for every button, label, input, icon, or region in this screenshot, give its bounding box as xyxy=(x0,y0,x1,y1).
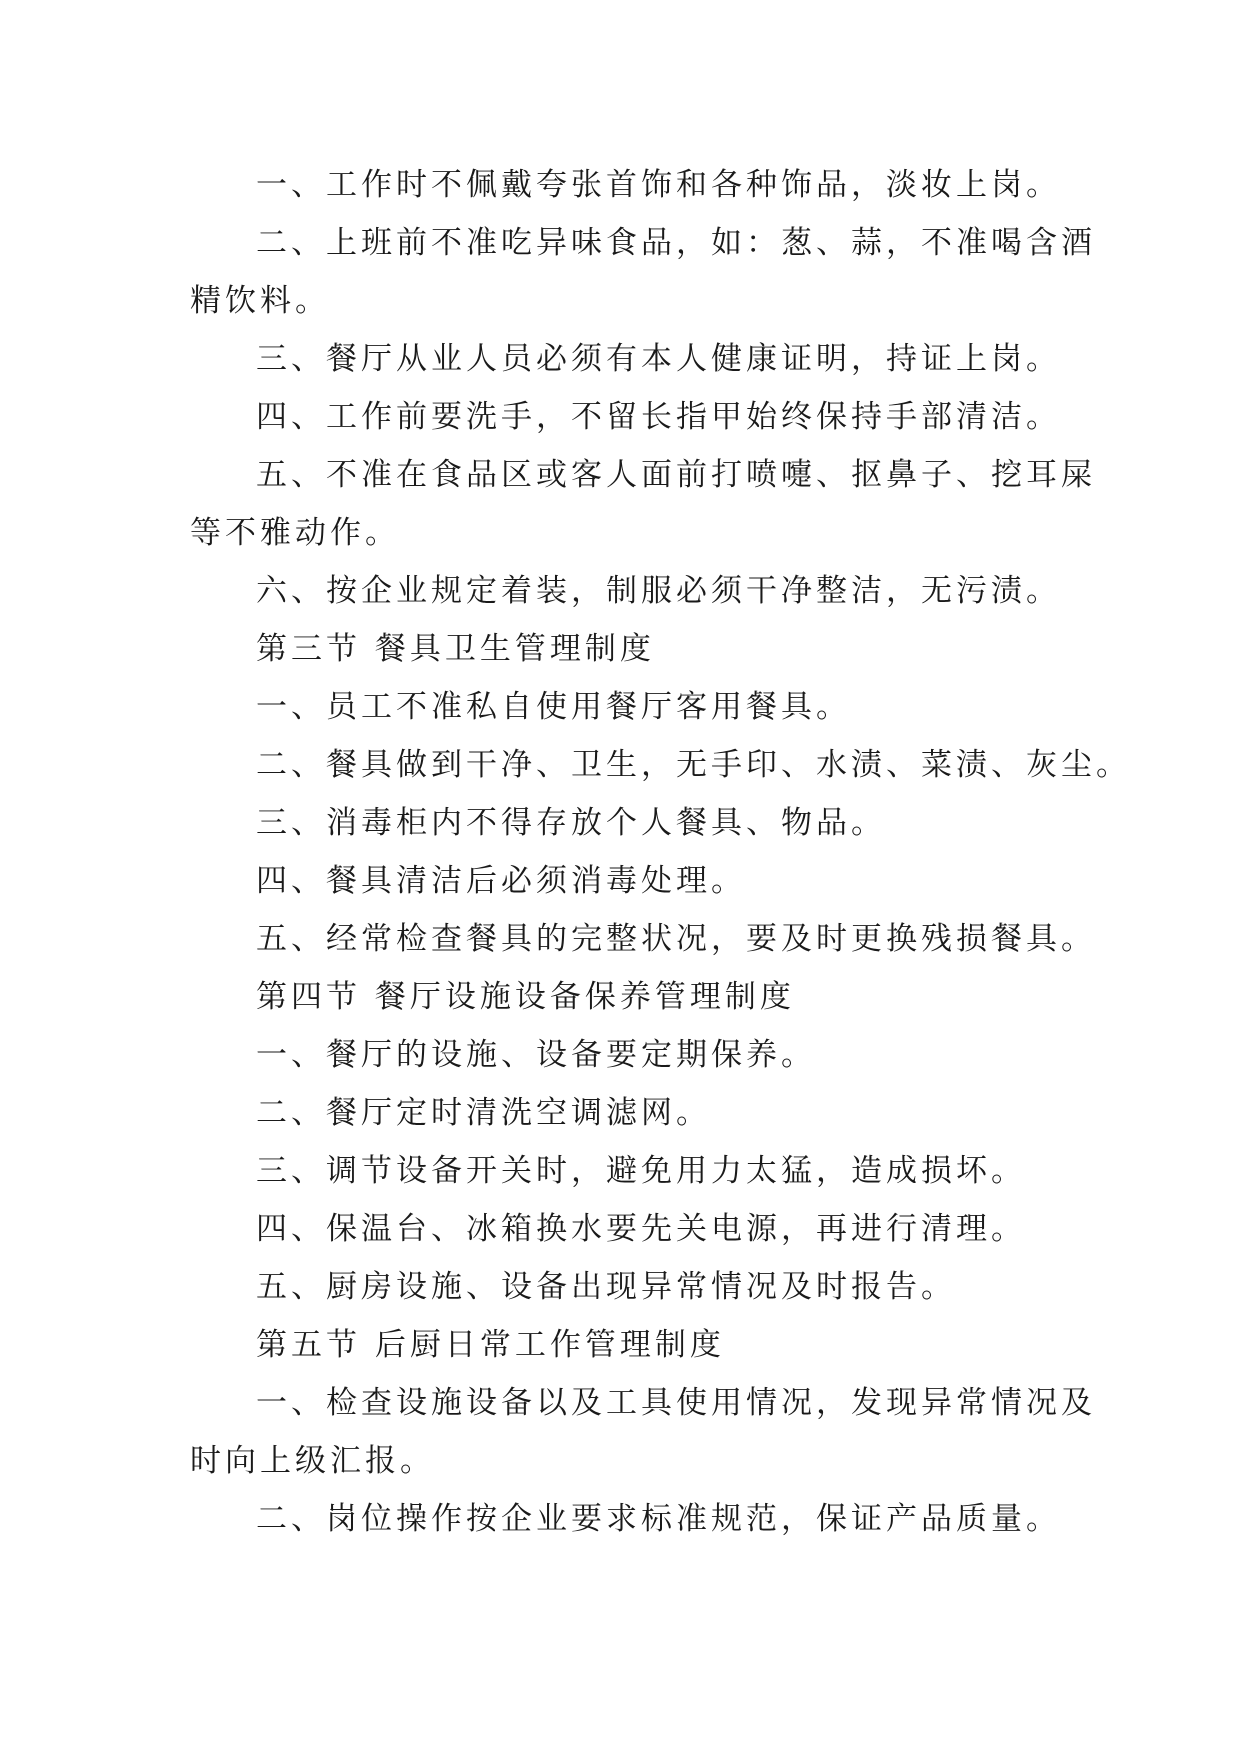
rule-line: 二、餐具做到干净、卫生，无手印、水渍、菜渍、灰尘。 xyxy=(256,747,1131,783)
rule-line: 四、餐具清洁后必须消毒处理。 xyxy=(256,863,746,899)
rule-line: 五、经常检查餐具的完整状况，要及时更换残损餐具。 xyxy=(256,921,1096,957)
rule-line: 三、调节设备开关时，避免用力太猛，造成损坏。 xyxy=(256,1153,1026,1189)
rule-line: 六、按企业规定着装，制服必须干净整洁，无污渍。 xyxy=(256,573,1061,609)
rule-line: 四、保温台、冰箱换水要先关电源，再进行清理。 xyxy=(256,1211,1026,1247)
rule-line: 三、消毒柜内不得存放个人餐具、物品。 xyxy=(256,805,886,841)
rule-line: 二、上班前不准吃异味食品，如：葱、蒜，不准喝含酒 xyxy=(256,225,1096,261)
section-heading: 第五节 后厨日常工作管理制度 xyxy=(256,1327,725,1363)
rule-line: 五、不准在食品区或客人面前打喷嚏、抠鼻子、挖耳屎 xyxy=(256,457,1096,493)
rule-line-continuation: 等不雅动作。 xyxy=(190,515,400,551)
rule-line: 五、厨房设施、设备出现异常情况及时报告。 xyxy=(256,1269,956,1305)
rule-line: 一、工作时不佩戴夸张首饰和各种饰品，淡妆上岗。 xyxy=(256,167,1061,203)
rule-line-continuation: 时向上级汇报。 xyxy=(190,1443,435,1479)
rule-line-continuation: 精饮料。 xyxy=(190,283,330,319)
rule-line: 一、餐厅的设施、设备要定期保养。 xyxy=(256,1037,816,1073)
section-heading: 第三节 餐具卫生管理制度 xyxy=(256,631,655,667)
rule-line: 一、员工不准私自使用餐厅客用餐具。 xyxy=(256,689,851,725)
rule-line: 四、工作前要洗手，不留长指甲始终保持手部清洁。 xyxy=(256,399,1061,435)
rule-line: 二、岗位操作按企业要求标准规范，保证产品质量。 xyxy=(256,1501,1061,1537)
rule-line: 三、餐厅从业人员必须有本人健康证明，持证上岗。 xyxy=(256,341,1061,377)
rule-line: 二、餐厅定时清洗空调滤网。 xyxy=(256,1095,711,1131)
section-heading: 第四节 餐厅设施设备保养管理制度 xyxy=(256,979,795,1015)
rule-line: 一、检查设施设备以及工具使用情况，发现异常情况及 xyxy=(256,1385,1096,1421)
